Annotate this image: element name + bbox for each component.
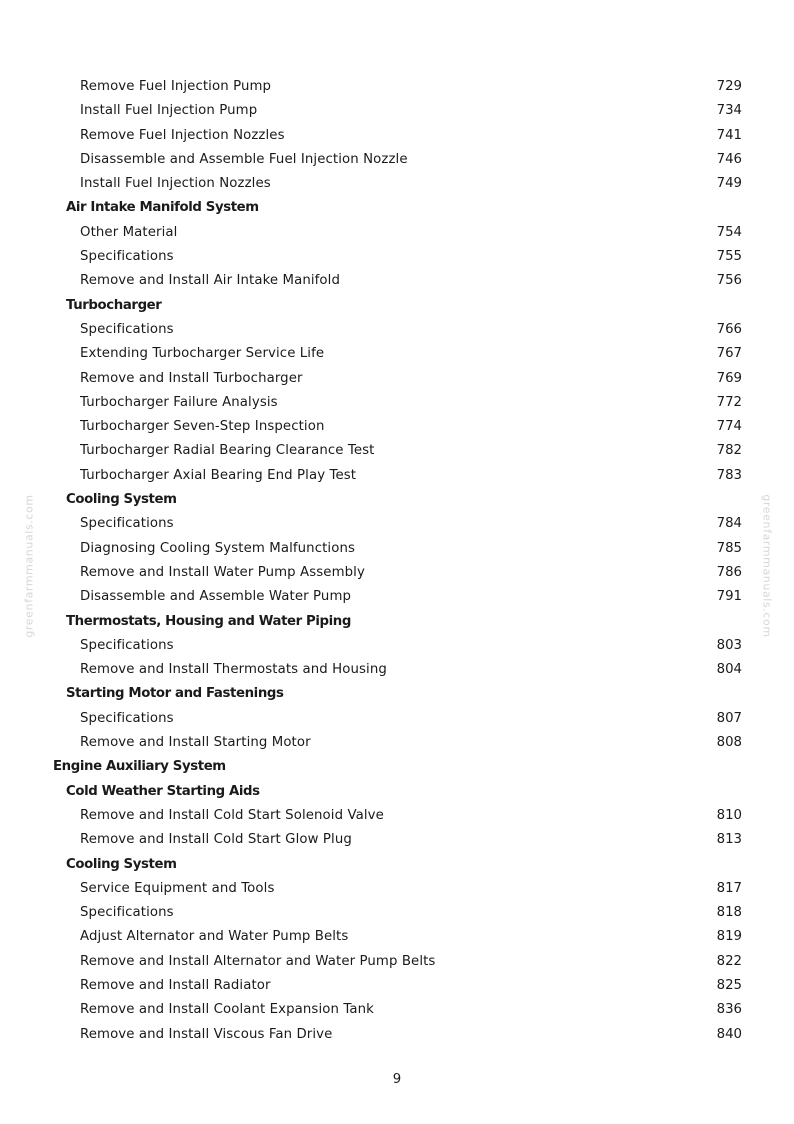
toc-entry-page-number: 766 <box>716 321 742 337</box>
watermark-right: greenfarmmanuals.com <box>760 494 774 638</box>
toc-entry-page-number: 756 <box>716 273 742 289</box>
toc-entry-title: Specifications <box>80 249 174 265</box>
toc-entry-page-number: 810 <box>716 807 742 823</box>
toc-entry[interactable] <box>0 439 794 463</box>
toc-entry-title: Remove and Install Alternator and Water Pump Belts <box>80 953 436 969</box>
toc-entry[interactable] <box>0 707 794 731</box>
toc-entry-title: Disassemble and Assemble Fuel Injection Nozzle <box>80 151 408 167</box>
toc-entry[interactable] <box>0 950 794 974</box>
toc-entry-page-number: 785 <box>716 540 742 556</box>
toc-entry[interactable] <box>0 658 794 682</box>
toc-entry-title: Turbocharger Seven-Step Inspection <box>80 419 325 435</box>
toc-entry-page-number: 840 <box>716 1026 742 1042</box>
toc-entry[interactable] <box>0 342 794 366</box>
toc-entry-title: Remove and Install Radiator <box>80 977 271 993</box>
toc-entry-title: Remove and Install Coolant Expansion Tank <box>80 1002 374 1018</box>
toc-entry[interactable] <box>0 269 794 293</box>
toc-entry-title: Extending Turbocharger Service Life <box>80 346 325 362</box>
page-number: 9 <box>392 1072 402 1087</box>
toc-entry-title: Specifications <box>80 710 174 726</box>
toc-entry-page-number: 782 <box>716 443 742 459</box>
toc-entry-page-number: 804 <box>716 662 742 678</box>
toc-entry-page-number: 791 <box>716 589 742 605</box>
toc-entry-page-number: 734 <box>716 103 742 119</box>
toc-entry[interactable] <box>0 512 794 536</box>
toc-entry-title: Remove Fuel Injection Nozzles <box>80 127 285 143</box>
toc-entry[interactable] <box>0 318 794 342</box>
toc-entry-title: Thermostats, Housing and Water Piping <box>66 613 351 629</box>
toc-entry[interactable] <box>0 124 794 148</box>
toc-section-heading[interactable] <box>0 780 794 804</box>
toc-entry-page-number: 754 <box>716 224 742 240</box>
toc-entry-page-number: 767 <box>716 346 742 362</box>
toc-entry-page-number: 836 <box>716 1002 742 1018</box>
toc-entry-title: Cooling System <box>66 492 177 508</box>
watermark-left: greenfarmmanuals.com <box>22 494 36 638</box>
toc-entry-title: Remove Fuel Injection Pump <box>80 79 272 94</box>
toc-entry-title: Remove and Install Thermostats and Housing <box>80 662 387 678</box>
toc-section-heading[interactable] <box>0 610 794 634</box>
toc-entry-title: Service Equipment and Tools <box>80 880 275 896</box>
toc-entry[interactable] <box>0 245 794 269</box>
toc-entry[interactable] <box>0 877 794 901</box>
toc-entry[interactable] <box>0 828 794 852</box>
toc-section-heading[interactable] <box>0 682 794 706</box>
toc-entry[interactable] <box>0 925 794 949</box>
toc-entry-page-number: 807 <box>716 710 742 726</box>
toc-entry-page-number: 819 <box>716 929 742 945</box>
toc-entry-title: Remove and Install Starting Motor <box>80 735 311 751</box>
toc-entry-page-number: 741 <box>716 127 742 143</box>
toc-entry-title: Remove and Install Turbocharger <box>80 370 303 386</box>
toc-entry-title: Starting Motor and Fastenings <box>66 686 284 702</box>
toc-entry-title: Turbocharger <box>66 297 162 313</box>
toc-entry-title: Specifications <box>80 905 174 921</box>
toc-section-heading[interactable] <box>0 196 794 220</box>
toc-entry-title: Engine Auxiliary System <box>53 759 226 775</box>
toc-entry[interactable] <box>0 537 794 561</box>
toc-entry-title: Other Material <box>80 224 178 240</box>
toc-entry-title: Specifications <box>80 321 174 337</box>
toc-entry-title: Specifications <box>80 637 174 653</box>
toc-section-heading[interactable] <box>0 488 794 512</box>
toc-entry-page-number: 774 <box>716 419 742 435</box>
toc-entry-title: Remove and Install Cold Start Solenoid Valve <box>80 807 384 823</box>
toc-entry-page-number: 784 <box>716 516 742 532</box>
toc-entry[interactable] <box>0 585 794 609</box>
toc-entry-title: Turbocharger Failure Analysis <box>80 394 278 410</box>
toc-entry[interactable] <box>0 561 794 585</box>
toc-entry[interactable] <box>0 1023 794 1047</box>
toc-entry-page-number: 783 <box>716 467 742 483</box>
toc-section-heading[interactable] <box>0 294 794 318</box>
toc-entry-title: Specifications <box>80 516 174 532</box>
toc-entry-title: Turbocharger Axial Bearing End Play Test <box>80 467 357 483</box>
toc-entry[interactable] <box>0 75 794 99</box>
toc-entry[interactable] <box>0 634 794 658</box>
toc-entry[interactable] <box>0 901 794 925</box>
toc-entry[interactable] <box>0 804 794 828</box>
toc-entry-title: Turbocharger Radial Bearing Clearance Test <box>80 443 375 459</box>
toc-entry-title: Diagnosing Cooling System Malfunctions <box>80 540 356 556</box>
toc-entry-page-number: 822 <box>716 953 742 969</box>
toc-entry[interactable] <box>0 148 794 172</box>
toc-entry[interactable] <box>0 172 794 196</box>
toc-entry-title: Adjust Alternator and Water Pump Belts <box>80 929 349 945</box>
toc-entry-title: Disassemble and Assemble Water Pump <box>80 589 352 605</box>
toc-section-heading[interactable] <box>0 853 794 877</box>
toc-entry[interactable] <box>0 221 794 245</box>
toc-entry-page-number: 825 <box>716 977 742 993</box>
toc-entry-title: Cooling System <box>66 856 177 872</box>
toc-chapter-heading[interactable] <box>0 755 794 779</box>
toc-entry[interactable] <box>0 99 794 123</box>
toc-entry[interactable] <box>0 415 794 439</box>
toc-entry-page-number: 808 <box>716 735 742 751</box>
toc-entry-title: Install Fuel Injection Nozzles <box>80 176 271 192</box>
toc-entry[interactable] <box>0 998 794 1022</box>
toc-entry-page-number: 746 <box>716 151 742 167</box>
toc-entry[interactable] <box>0 731 794 755</box>
toc-entry-title: Remove and Install Air Intake Manifold <box>80 273 341 289</box>
toc-entry[interactable] <box>0 391 794 415</box>
toc-entry-page-number: 769 <box>716 370 742 386</box>
toc-entry-page-number: 749 <box>716 176 742 192</box>
toc-entry-title: Cold Weather Starting Aids <box>66 783 260 799</box>
toc-entry[interactable] <box>0 367 794 391</box>
toc-entry-page-number: 817 <box>716 880 742 896</box>
toc-entry-page-number: 803 <box>716 637 742 653</box>
toc-entry-page-number: 818 <box>716 905 742 921</box>
toc-entry[interactable] <box>0 974 794 998</box>
toc-entry-page-number: 772 <box>716 394 742 410</box>
table-of-contents <box>0 75 794 1047</box>
toc-entry-title: Air Intake Manifold System <box>66 200 259 216</box>
toc-entry-title: Install Fuel Injection Pump <box>80 103 258 119</box>
toc-entry-page-number: 755 <box>716 249 742 265</box>
toc-entry-title: Remove and Install Water Pump Assembly <box>80 564 365 580</box>
toc-entry-title: Remove and Install Viscous Fan Drive <box>80 1026 333 1042</box>
toc-entry[interactable] <box>0 464 794 488</box>
toc-entry-title: Remove and Install Cold Start Glow Plug <box>80 832 352 848</box>
toc-entry-page-number: 786 <box>716 564 742 580</box>
toc-entry-page-number: 729 <box>716 79 742 94</box>
toc-entry-page-number: 813 <box>716 832 742 848</box>
